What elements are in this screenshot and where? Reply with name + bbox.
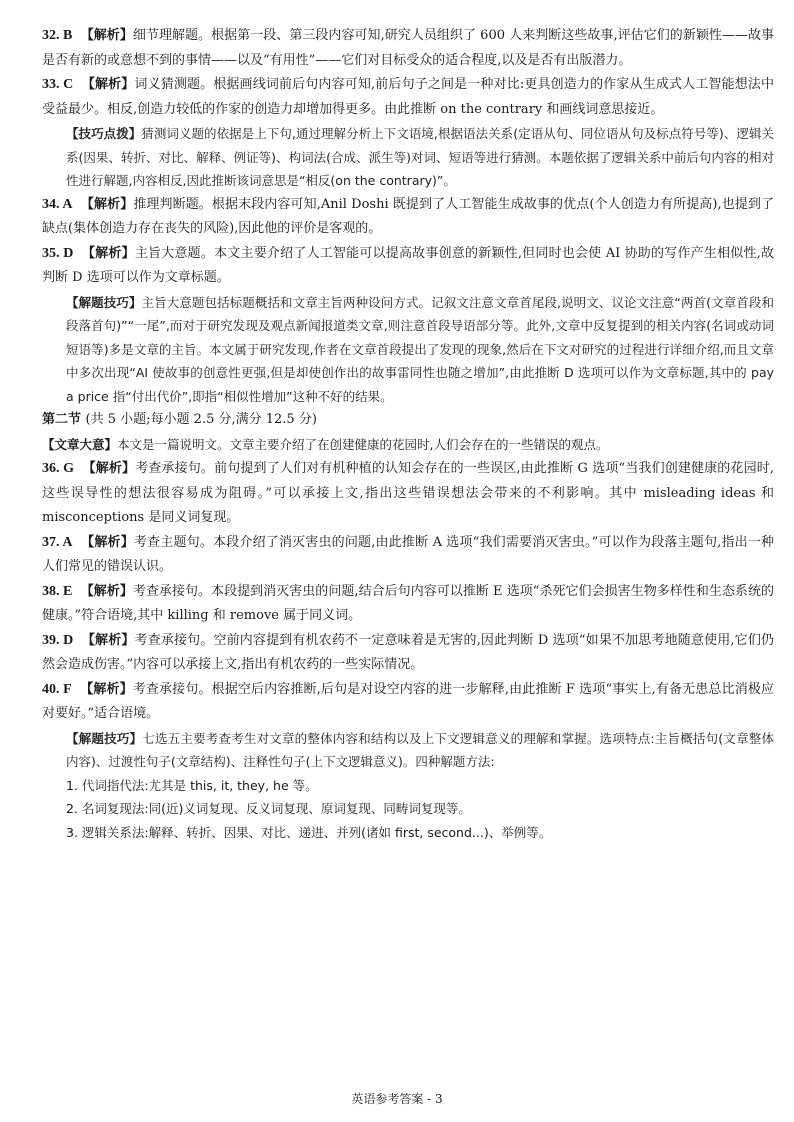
answer-39 — [42, 629, 774, 678]
summary-text: 本文是一篇说明文。文章主要介绍了在创建健康的花园时,人们会存在的一些错误的观点。 — [117, 436, 609, 452]
answer-text: 细节理解题。根据第一段、第三段内容可知,研究人员组织了 600 人来判断这些故事,评估它们的新颖性——故事是否有新的或意想不到的事情——以及“有用性”——它们对目标受众的适合程度,以及是否有出版潜力。 — [42, 28, 774, 68]
analysis-tag: 【解析】 — [80, 583, 133, 599]
question-number: 38. E — [42, 583, 73, 599]
answer-32 — [42, 24, 774, 73]
summary-tag: 【文章大意】 — [42, 436, 118, 452]
answer-text: 推理判断题。根据末段内容可知,Anil Doshi 既提到了人工智能生成故事的优点(个人创造力有所提高),也提到了缺点(集体创造力存在丧失的风险),因此他的评价是客观的。 — [42, 196, 774, 236]
method-item: 1. 代词指代法:尤其是 this, it, they, he 等。 — [66, 777, 318, 793]
question-number: 36. G — [42, 461, 75, 476]
question-number: 32. B — [42, 28, 73, 43]
analysis-tag: 【解析】 — [80, 196, 134, 212]
answer-33 — [42, 73, 774, 122]
analysis-tag: 【解析】 — [80, 28, 133, 43]
method-item: 2. 名词复现法:同(近)义词复现、反义词复现、原词复现、同畴词复现等。 — [66, 801, 471, 816]
answer-40 — [42, 678, 774, 727]
answer-text: 考查承接句。前句提到了人们对有机种植的认知会存在的一些误区,由此推断 G 选项“当我们创建健康的花园时,这些误导性的想法很容易成为阻碍。”可以承接上文,指出这些错误想法会带来的不利影响。其中 misleading ideas 和 misconceptions 是同义词复现。 — [42, 461, 775, 525]
tip-text: 七选五主要考查考生对文章的整体内容和结构以及上下文逻辑意义的理解和掌握。选项特点:主旨概括句(文章整体内容)、过渡性句子(文章结构)、注释性句子(上下文逻辑意义)。四种解题方法: — [66, 730, 774, 769]
answer-content — [42, 24, 774, 844]
analysis-tag: 【解析】 — [80, 681, 133, 697]
answer-text: 考查承接句。本段提到消灭害虫的问题,结合后句内容可以推断 E 选项“杀死它们会损害生物多样性和生态系统的健康。”符合语境,其中 killing 和 remove 属于同义词。 — [42, 583, 774, 623]
tip-tag: 【解题技巧】 — [66, 730, 143, 746]
page-footer: 英语参考答案 - 3 — [351, 1092, 443, 1106]
answer-34 — [42, 193, 774, 242]
tip-33 — [66, 122, 774, 193]
tip-35 — [66, 291, 774, 409]
answer-text: 词义猜测题。根据画线词前后句内容可知,前后句子之间是一种对比:更具创造力的作家从生成式人工智能想法中受益最少。相反,创造力较低的作家的创造力却增加得更多。由此推断 on the contrary 和画线词意思接近。 — [42, 77, 774, 117]
analysis-tag: 【解析】 — [81, 77, 135, 92]
answer-text: 考查承接句。空前内容提到有机农药不一定意味着是无害的,因此判断 D 选项“如果不加思考地随意使用,它们仍然会造成伤害。”内容可以承接上文,指出有机农药的一些实际情况。 — [42, 632, 774, 672]
analysis-tag: 【解析】 — [81, 632, 135, 648]
question-number: 35. D — [42, 245, 74, 261]
analysis-tag: 【解析】 — [82, 461, 136, 476]
analysis-tag: 【解析】 — [81, 534, 134, 550]
question-number: 40. F — [42, 681, 72, 697]
tip-40 — [66, 727, 774, 774]
answer-text: 考查主题句。本段介绍了消灭害虫的问题,由此推断 A 选项“我们需要消灭害虫。”可以作为段落主题句,指出一种人们常见的错误认识。 — [42, 534, 775, 574]
tip-text: 猜测词义题的依据是上下句,通过理解分析上下文语境,根据语法关系(定语从句、同位语从句及标点符号等)、逻辑关系(因果、转折、对比、解释、例证等)、构词法(合成、派生等)对词、短语等进行猜测。本题依据了逻辑关系中前后句内容的相对性进行解题,内容相反,因此推断该词意思是“相反(on the contrary)”。 — [66, 126, 774, 188]
tip-tag: 【技巧点拨】 — [66, 126, 142, 141]
article-summary — [42, 433, 774, 458]
answer-text: 考查承接句。根据空后内容推断,后句是对设空内容的进一步解释,由此推断 F 选项“事实上,有备无患总比消极应对要好。”适合语境。 — [42, 681, 774, 721]
question-number: 37. A — [42, 534, 73, 550]
question-number: 34. A — [42, 196, 73, 212]
section-title: 第二节 — [42, 412, 82, 427]
answer-37 — [42, 531, 774, 580]
method-item: 3. 逻辑关系法:解释、转折、因果、对比、递进、并列(诸如 first, second...)、举例等。 — [66, 824, 552, 840]
answer-38 — [42, 580, 774, 629]
answer-text: 主旨大意题。本文主要介绍了人工智能可以提高故事创意的新颖性,但同时也会使 AI 协助的写作产生相似性,故判断 D 选项可以作为文章标题。 — [42, 245, 774, 285]
section-meta: (共 5 小题;每小题 2.5 分,满分 12.5 分) — [85, 412, 317, 427]
answer-35 — [42, 242, 774, 291]
answer-36 — [42, 457, 774, 531]
tip-tag: 【解题技巧】 — [66, 294, 142, 310]
tip-text: 主旨大意题包括标题概括和文章主旨两种设问方式。记叙文注意文章首尾段,说明文、议论文注意“两首(文章首段和段落首句)”“一尾”,而对于研究发现及观点新闻报道类文章,则注意首段导语部分等。此外,文章中反复提到的相关内容(名词或动词短语等)多是文章的主旨。本文属于研究发现,作者在文章首段提出了发现的现象,然后在下文对研究的过程进行详细介绍,而且文章中多次出现“AI 使故事的创意性更强,但是却使创作出的故事雷同性也随之增加”,由此推断 D 选项可以作为文章标题,其中的 pay a price 指“付出代价”,即指“相似性增加”这种不好的结果。 — [66, 294, 774, 404]
question-number: 33. C — [42, 77, 74, 92]
question-number: 39. D — [42, 632, 74, 648]
section-2-heading — [42, 408, 774, 433]
analysis-tag: 【解析】 — [82, 245, 135, 261]
